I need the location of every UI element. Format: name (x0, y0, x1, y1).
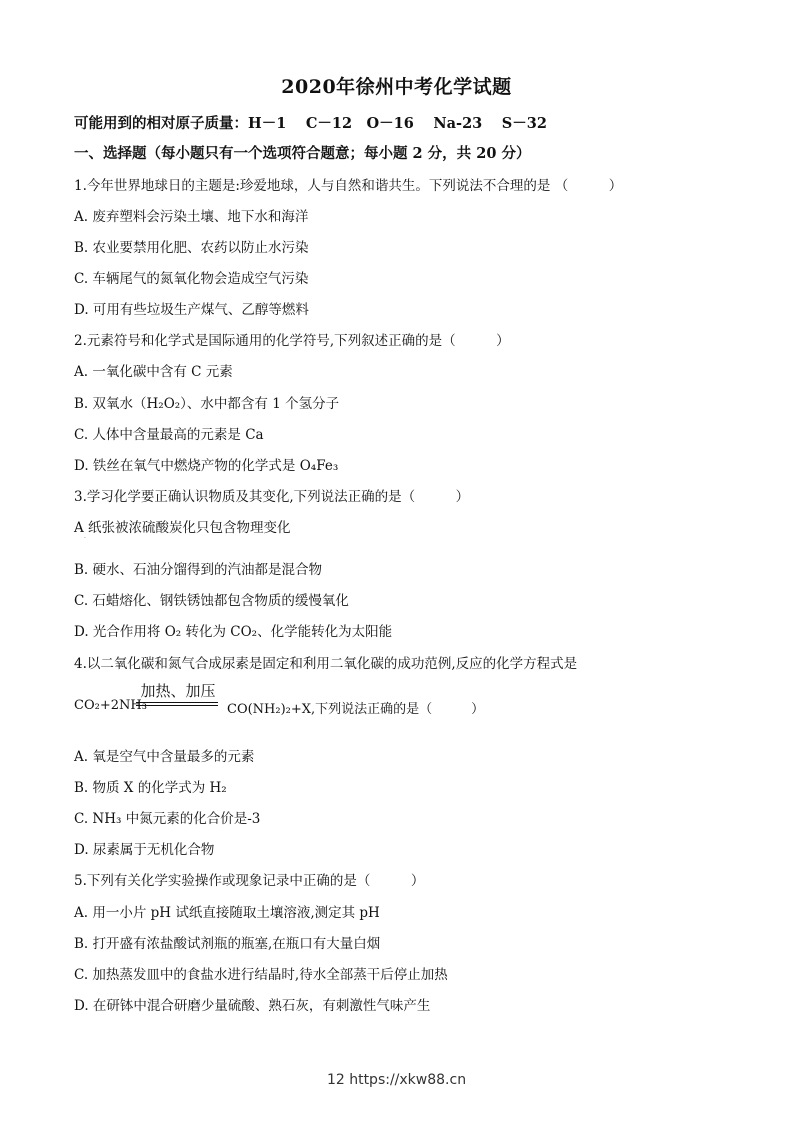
page-title: 2020年徐州中考化学试题 (281, 76, 512, 98)
equation-products: CO(NH₂)₂+X,下列说法正确的是（ ） (227, 702, 485, 717)
question-4-option-a: A. 氧是空气中含量最多的元素 (74, 749, 255, 765)
question-5-option-a: A. 用一小片 pH 试纸直接随取土壤溶液,测定其 pH (74, 905, 380, 921)
question-3-option-b: B. 硬水、石油分馏得到的汽油都是混合物 (74, 562, 323, 578)
question-5-stem: 5.下列有关化学实验操作或现象记录中正确的是（ ） (74, 873, 425, 889)
question-2-option-b: B. 双氧水（H₂O₂）、水中都含有 1 个氢分子 (74, 396, 340, 412)
question-2-option-d: D. 铁丝在氧气中燃烧产物的化学式是 O₄Fe₃ (74, 458, 339, 474)
equation-equals-bar-bottom (136, 705, 218, 706)
question-1-option-c: C. 车辆尾气的氮氧化物会造成空气污染 (74, 271, 309, 287)
question-1-stem: 1.今年世界地球日的主题是:珍爱地球，人与自然和谐共生。下列说法不合理的是 （ ） (74, 178, 623, 194)
question-4-option-b: B. 物质 X 的化学式为 H₂ (74, 780, 227, 796)
stray-mark: · (84, 535, 86, 542)
equation-condition: 加热、加压 (140, 682, 216, 700)
question-1-option-b: B. 农业要禁用化肥、农药以防止水污染 (74, 240, 309, 256)
question-3-stem: 3.学习化学要正确认识物质及其变化,下列说法正确的是（ ） (74, 489, 470, 505)
equation-equals-bar-top (136, 702, 218, 703)
question-4-option-c: C. NH₃ 中氮元素的化合价是-3 (74, 811, 261, 827)
question-3-option-a: A 纸张被浓硫酸炭化只包含物理变化 (74, 520, 291, 536)
question-2-stem: 2.元素符号和化学式是国际通用的化学符号,下列叙述正确的是（ ） (74, 333, 510, 349)
question-1-option-d: D. 可用有些垃圾生产煤气、乙醇等燃料 (74, 302, 309, 318)
question-2-option-c: C. 人体中含量最高的元素是 Ca (74, 427, 264, 443)
question-5-option-d: D. 在研钵中混合研磨少量硫酸、熟石灰，有刺激性气味产生 (74, 998, 431, 1014)
question-3-option-c: C. 石蜡熔化、钢铁锈蚀都包含物质的缓慢氧化 (74, 593, 349, 609)
page-footer: 12 https://xkw88.cn (326, 1072, 467, 1088)
question-2-option-a: A. 一氧化碳中含有 C 元素 (74, 364, 233, 380)
question-5-option-c: C. 加热蒸发皿中的食盐水进行结晶时,待水全部蒸干后停止加热 (74, 967, 448, 983)
question-3-option-d: D. 光合作用将 O₂ 转化为 CO₂、化学能转化为太阳能 (74, 624, 393, 640)
chemical-equation (74, 680, 754, 720)
question-5-option-b: B. 打开盛有浓盐酸试剂瓶的瓶塞,在瓶口有大量白烟 (74, 936, 381, 952)
question-4-option-d: D. 尿素属于无机化合物 (74, 842, 215, 858)
equation-reactants: CO₂+2NH₃ (74, 698, 147, 713)
section-heading: 一、选择题（每小题只有一个选项符合题意；每小题 2 分，共 20 分） (74, 145, 531, 162)
atomic-masses: 可能用到的相对原子质量：H－1 C－12 O－16 Na-23 S－32 (74, 115, 547, 132)
question-1-option-a: A. 废弃塑料会污染土壤、地下水和海洋 (74, 209, 309, 225)
question-4-stem: 4.以二氧化碳和氮气合成尿素是固定和利用二氧化碳的成功范例,反应的化学方程式是 (74, 656, 578, 672)
